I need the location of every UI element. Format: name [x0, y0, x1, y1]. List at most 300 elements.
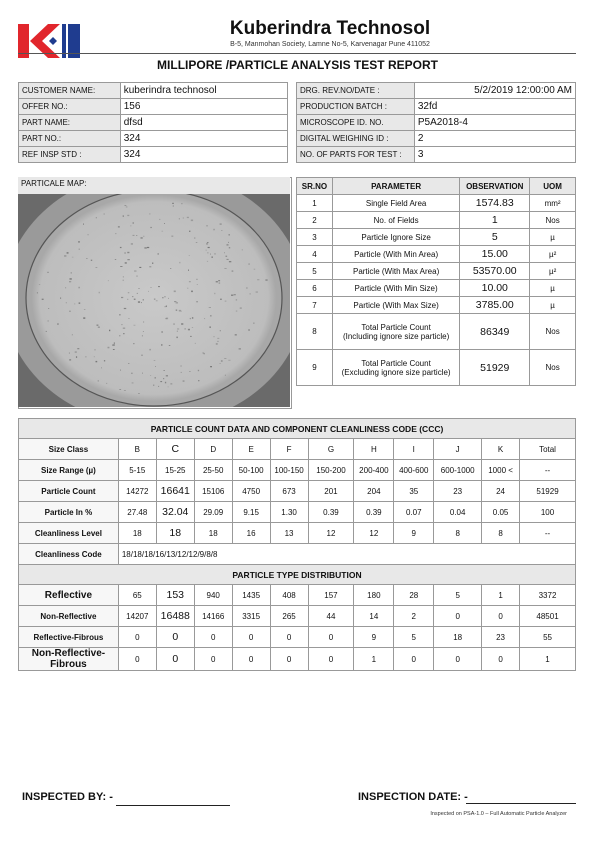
ccc-cell: 9	[354, 627, 394, 648]
particle-speck	[174, 301, 176, 302]
cleanliness-code-value: 18/18/18/16/13/12/12/9/8/8	[118, 544, 575, 565]
particle-speck	[207, 261, 208, 262]
info-row	[297, 115, 576, 131]
particle-speck	[180, 366, 181, 367]
particle-speck	[86, 258, 87, 259]
particle-speck	[162, 231, 164, 232]
particle-speck	[162, 331, 163, 333]
particle-speck	[115, 233, 116, 234]
ccc-cell: 1	[520, 648, 576, 671]
info-label: MICROSCOPE ID. NO.	[297, 115, 415, 131]
particle-speck	[179, 262, 180, 263]
particle-speck	[108, 347, 110, 349]
particle-speck	[191, 291, 193, 293]
info-row	[297, 147, 576, 163]
particle-speck	[196, 279, 197, 280]
particle-speck	[115, 259, 116, 260]
info-row	[19, 115, 288, 131]
particle-speck	[114, 342, 115, 344]
particle-speck	[120, 247, 122, 248]
particle-speck	[177, 331, 178, 332]
particle-speck	[161, 344, 163, 346]
info-value: 5/2/2019 12:00:00 AM	[414, 83, 575, 99]
ccc-cell: 3372	[520, 585, 576, 606]
particle-speck	[181, 203, 182, 204]
ccc-cell: Total	[520, 439, 576, 460]
observation-value: 1574.83	[460, 195, 530, 212]
particle-speck	[72, 334, 73, 335]
parameter-row	[297, 314, 576, 350]
particle-speck	[239, 348, 241, 349]
particle-speck	[228, 242, 229, 243]
particle-speck	[189, 231, 190, 232]
ccc-cell: 55	[520, 627, 576, 648]
particle-speck	[174, 291, 176, 293]
ccc-cell: 0	[270, 627, 308, 648]
particle-speck	[60, 297, 61, 299]
particle-speck	[150, 375, 151, 376]
ccc-cell: 600-1000	[434, 460, 482, 481]
particle-speck	[143, 236, 144, 237]
ccc-row	[19, 523, 576, 544]
particle-speck	[190, 336, 192, 337]
col-header-parameter: PARAMETER	[332, 178, 459, 195]
particle-speck	[108, 280, 109, 281]
info-label: DRG. REV.NO/DATE :	[297, 83, 415, 99]
particle-speck	[39, 284, 40, 285]
info-label: PRODUCTION BATCH :	[297, 99, 415, 115]
parameter-name: Particle Ignore Size	[332, 229, 459, 246]
particle-speck	[248, 329, 250, 330]
particle-speck	[189, 371, 190, 372]
particle-speck	[246, 288, 247, 289]
particle-speck	[130, 225, 131, 226]
ccc-cell: 200-400	[354, 460, 394, 481]
particle-speck	[121, 297, 123, 298]
sr-no: 3	[297, 229, 333, 246]
sr-no: 6	[297, 280, 333, 297]
particle-speck	[94, 356, 95, 357]
particle-speck	[142, 373, 143, 374]
particle-speck	[99, 292, 100, 294]
particle-speck	[257, 279, 259, 280]
particle-speck	[190, 318, 191, 319]
particle-speck	[206, 243, 208, 244]
particle-speck	[106, 383, 107, 384]
ccc-row	[19, 585, 576, 606]
ccc-cell: 9.15	[232, 502, 270, 523]
particle-speck	[229, 234, 230, 235]
particle-speck	[109, 330, 110, 332]
ccc-cell: K	[482, 439, 520, 460]
parameter-name	[332, 314, 459, 350]
particle-speck	[227, 259, 229, 260]
ccc-cell: 16	[232, 523, 270, 544]
particle-speck	[91, 260, 92, 261]
info-value: 324	[120, 147, 287, 163]
particle-speck	[121, 324, 122, 325]
particle-speck	[123, 276, 124, 277]
particle-speck	[231, 295, 233, 296]
ccc-cell: 100	[520, 502, 576, 523]
ccc-cell: 1.30	[270, 502, 308, 523]
particle-speck	[234, 294, 236, 295]
particle-speck	[119, 314, 121, 315]
ccc-row-label: Particle Count	[19, 481, 119, 502]
parameter-row	[297, 297, 576, 314]
inspected-by-label: INSPECTED BY: -	[22, 791, 113, 803]
particle-speck	[226, 256, 228, 257]
particle-speck	[185, 328, 186, 329]
particle-speck	[216, 343, 218, 344]
particle-speck	[214, 253, 215, 254]
sr-no: 9	[297, 350, 333, 386]
particle-speck	[83, 224, 84, 225]
particle-speck	[137, 293, 138, 294]
particle-speck	[113, 344, 115, 345]
parameter-name: Single Field Area	[332, 195, 459, 212]
particle-speck	[158, 386, 159, 387]
particle-speck	[83, 317, 85, 319]
particle-speck	[77, 348, 79, 349]
particle-speck	[221, 360, 223, 362]
particle-speck	[69, 359, 71, 361]
particle-speck	[79, 287, 80, 289]
ccc-cell: 0	[156, 627, 194, 648]
particle-speck	[176, 310, 178, 311]
particle-speck	[224, 268, 226, 269]
particle-speck	[219, 283, 221, 284]
particle-speck	[138, 288, 140, 289]
parameter-table	[296, 177, 576, 386]
ccc-cell: 0.04	[434, 502, 482, 523]
info-label: DIGITAL WEIGHING ID :	[297, 131, 415, 147]
particle-speck	[143, 322, 144, 323]
particle-speck	[72, 257, 74, 258]
info-row	[297, 83, 576, 99]
particle-speck	[220, 223, 222, 224]
particle-speck	[164, 223, 165, 224]
ccc-cell: 3315	[232, 606, 270, 627]
ccc-cell: 0.07	[394, 502, 434, 523]
particle-speck	[179, 310, 181, 312]
particle-speck	[127, 259, 129, 260]
particle-speck	[69, 281, 71, 282]
particle-speck	[202, 352, 204, 353]
ccc-row	[19, 648, 576, 671]
particle-speck	[220, 330, 221, 331]
particle-speck	[176, 302, 178, 303]
info-value: 324	[120, 131, 287, 147]
particle-speck	[78, 241, 80, 242]
info-value: 32fd	[414, 99, 575, 115]
ccc-cell: 157	[308, 585, 354, 606]
ccc-cell: 14	[354, 606, 394, 627]
info-row	[19, 147, 288, 163]
particle-speck	[172, 203, 174, 204]
ccc-row-label: Size Range (µ)	[19, 460, 119, 481]
ccc-cell: 65	[118, 585, 156, 606]
particle-speck	[96, 267, 98, 268]
observation-value: 53570.00	[460, 263, 530, 280]
ccc-cell: 0	[308, 648, 354, 671]
particle-speck	[127, 252, 129, 253]
particle-speck	[119, 335, 120, 336]
particle-speck	[221, 230, 222, 231]
particle-speck	[150, 349, 151, 351]
ccc-cell: 50-100	[232, 460, 270, 481]
ccc-cell: 0.39	[354, 502, 394, 523]
info-value: 156	[120, 99, 287, 115]
particle-speck	[204, 353, 205, 354]
particle-speck	[143, 299, 144, 300]
ccc-cell: 51929	[520, 481, 576, 502]
particle-speck	[208, 252, 209, 253]
parameter-row	[297, 263, 576, 280]
particle-speck	[181, 372, 182, 373]
ccc-cell: 0	[482, 648, 520, 671]
particle-speck	[206, 250, 207, 251]
particle-speck	[210, 315, 212, 316]
particle-speck	[149, 214, 150, 215]
particle-speck	[177, 337, 178, 339]
particle-speck	[192, 317, 193, 319]
report-title: MILLIPORE /PARTICLE ANALYSIS TEST REPORT	[157, 58, 438, 72]
particle-speck	[250, 293, 251, 294]
particle-speck	[131, 243, 133, 244]
ccc-cell: 14272	[118, 481, 156, 502]
particle-map-image	[18, 194, 290, 407]
particle-speck	[142, 335, 143, 336]
particle-speck	[150, 287, 151, 288]
particle-speck	[46, 331, 47, 332]
particle-speck	[253, 323, 255, 324]
particle-speck	[265, 279, 267, 280]
ccc-cell: 4750	[232, 481, 270, 502]
parameter-row	[297, 212, 576, 229]
company-address: B-5, Manmohan Society, Lamne No-5, Karvenagar Pune 411052	[230, 41, 430, 48]
observation-value: 5	[460, 229, 530, 246]
particle-map-label: PARTICALE MAP:	[18, 177, 290, 196]
particle-speck	[196, 301, 197, 302]
ccc-cell: 0.39	[308, 502, 354, 523]
ccc-cell: 150-200	[308, 460, 354, 481]
particle-speck	[120, 370, 121, 371]
particle-speck	[165, 382, 166, 384]
parameter-name: No. of Fields	[332, 212, 459, 229]
particle-speck	[132, 296, 133, 297]
ccc-cell: 23	[482, 627, 520, 648]
particle-speck	[217, 338, 219, 339]
particle-speck	[213, 229, 215, 231]
ccc-row-label: Cleanliness Code	[19, 544, 119, 565]
particle-speck	[85, 356, 87, 357]
particle-speck	[84, 309, 86, 310]
parameter-name	[332, 350, 459, 386]
parameter-name-line1: Total Particle Count	[361, 358, 431, 368]
particle-speck	[216, 281, 218, 282]
ccc-cell: B	[118, 439, 156, 460]
particle-speck	[144, 247, 146, 248]
particle-speck	[198, 370, 199, 371]
particle-speck	[164, 370, 165, 371]
particle-speck	[195, 343, 196, 344]
particle-speck	[214, 293, 215, 294]
particle-speck	[236, 299, 237, 300]
ccc-cell: 0	[118, 627, 156, 648]
info-label: PART NO.:	[19, 131, 121, 147]
ccc-cell: 0	[270, 648, 308, 671]
particle-speck	[94, 349, 95, 350]
particle-speck	[152, 263, 153, 264]
ccc-cell: 153	[156, 585, 194, 606]
sr-no: 1	[297, 195, 333, 212]
particle-speck	[57, 323, 58, 325]
parameter-header-row	[297, 178, 576, 195]
particle-speck	[138, 393, 140, 394]
parameter-row	[297, 246, 576, 263]
ccc-cell: 0	[118, 648, 156, 671]
particle-speck	[160, 381, 162, 382]
particle-speck	[165, 318, 167, 319]
info-left-table	[18, 82, 288, 163]
parameter-name: Particle (With Max Size)	[332, 297, 459, 314]
parameter-row	[297, 229, 576, 246]
ccc-cell: 16488	[156, 606, 194, 627]
ccc-cell: 204	[354, 481, 394, 502]
ccc-cell: 29.09	[194, 502, 232, 523]
particle-speck	[148, 291, 149, 292]
uom-value: µ	[530, 280, 576, 297]
particle-speck	[196, 242, 198, 243]
observation-value: 3785.00	[460, 297, 530, 314]
particle-speck	[154, 299, 156, 300]
particle-speck	[74, 303, 75, 304]
ccc-cell: 1	[354, 648, 394, 671]
particle-speck	[225, 375, 226, 376]
particle-speck	[189, 255, 190, 256]
info-label: OFFER NO.:	[19, 99, 121, 115]
ccc-cell: J	[434, 439, 482, 460]
parameter-name-line2: (Including ignore size particle)	[342, 331, 450, 341]
ccc-cell: 201	[308, 481, 354, 502]
ccc-cell: 5-15	[118, 460, 156, 481]
ccc-cell: 0	[232, 648, 270, 671]
particle-speck	[158, 286, 160, 287]
particle-speck	[123, 328, 125, 329]
particle-speck	[127, 299, 128, 300]
particle-speck	[143, 331, 144, 332]
ccc-row	[19, 544, 576, 565]
col-header-uom: UOM	[530, 178, 576, 195]
observation-value: 1	[460, 212, 530, 229]
particle-speck	[48, 320, 49, 321]
ccc-row	[19, 481, 576, 502]
particle-speck	[232, 270, 234, 271]
info-label: PART NAME:	[19, 115, 121, 131]
particle-speck	[76, 356, 77, 358]
particle-speck	[242, 249, 243, 250]
particle-speck	[71, 272, 72, 273]
particle-speck	[235, 334, 237, 336]
particle-speck	[179, 218, 180, 219]
header-divider	[18, 53, 576, 54]
particle-speck	[181, 323, 183, 324]
particle-speck	[188, 270, 189, 271]
particle-speck	[48, 308, 49, 309]
particle-speck	[96, 217, 97, 218]
sr-no: 8	[297, 314, 333, 350]
uom-value: Nos	[530, 314, 576, 350]
ccc-cell: 400-600	[394, 460, 434, 481]
ccc-row-label: Reflective	[19, 585, 119, 606]
info-label: REF INSP STD :	[19, 147, 121, 163]
particle-speck	[141, 237, 143, 238]
ccc-cell: --	[520, 523, 576, 544]
particle-speck	[191, 220, 193, 222]
info-value: 3	[414, 147, 575, 163]
uom-value: µ	[530, 229, 576, 246]
particle-speck	[65, 287, 66, 288]
particle-speck	[119, 389, 121, 390]
particle-speck	[224, 358, 226, 359]
particle-speck	[123, 215, 124, 217]
uom-value: Nos	[530, 212, 576, 229]
ccc-cell: 14166	[194, 606, 232, 627]
particle-speck	[228, 360, 230, 361]
uom-value: µ²	[530, 246, 576, 263]
particle-speck	[127, 215, 129, 216]
ccc-table	[18, 418, 576, 671]
info-row	[19, 83, 288, 99]
ccc-cell: 0	[156, 648, 194, 671]
parameter-name: Particle (With Min Area)	[332, 246, 459, 263]
particle-speck	[225, 301, 227, 302]
observation-value: 15.00	[460, 246, 530, 263]
particle-speck	[210, 254, 211, 255]
ccc-row-label: Non-Reflective	[19, 606, 119, 627]
ccc-cell: 0	[434, 648, 482, 671]
footer-note: Inspected on PSA-1.0 – Full Automatic Particle Analyzer	[430, 811, 567, 817]
particle-speck	[194, 237, 195, 239]
particle-speck	[254, 269, 256, 270]
distribution-section-title: PARTICLE TYPE DISTRIBUTION	[19, 565, 576, 585]
particle-speck	[162, 297, 163, 298]
info-row	[19, 99, 288, 115]
ccc-row	[19, 439, 576, 460]
info-value: P5A2018-4	[414, 115, 575, 131]
info-right-table	[296, 82, 576, 163]
particle-speck	[173, 324, 175, 325]
ccc-cell: 28	[394, 585, 434, 606]
particle-speck	[69, 353, 70, 354]
particle-speck	[128, 363, 129, 364]
parameter-name: Particle (With Max Area)	[332, 263, 459, 280]
ccc-cell: 25-50	[194, 460, 232, 481]
ccc-cell: E	[232, 439, 270, 460]
ccc-cell: 0	[394, 648, 434, 671]
particle-speck	[206, 225, 208, 226]
particle-speck	[79, 249, 80, 250]
ccc-cell: 100-150	[270, 460, 308, 481]
ccc-cell: 18	[434, 627, 482, 648]
particle-speck	[168, 387, 169, 388]
particle-speck	[128, 292, 130, 293]
ccc-cell: 0.05	[482, 502, 520, 523]
particle-speck	[155, 366, 156, 367]
particle-speck	[147, 247, 149, 248]
info-value: 2	[414, 131, 575, 147]
